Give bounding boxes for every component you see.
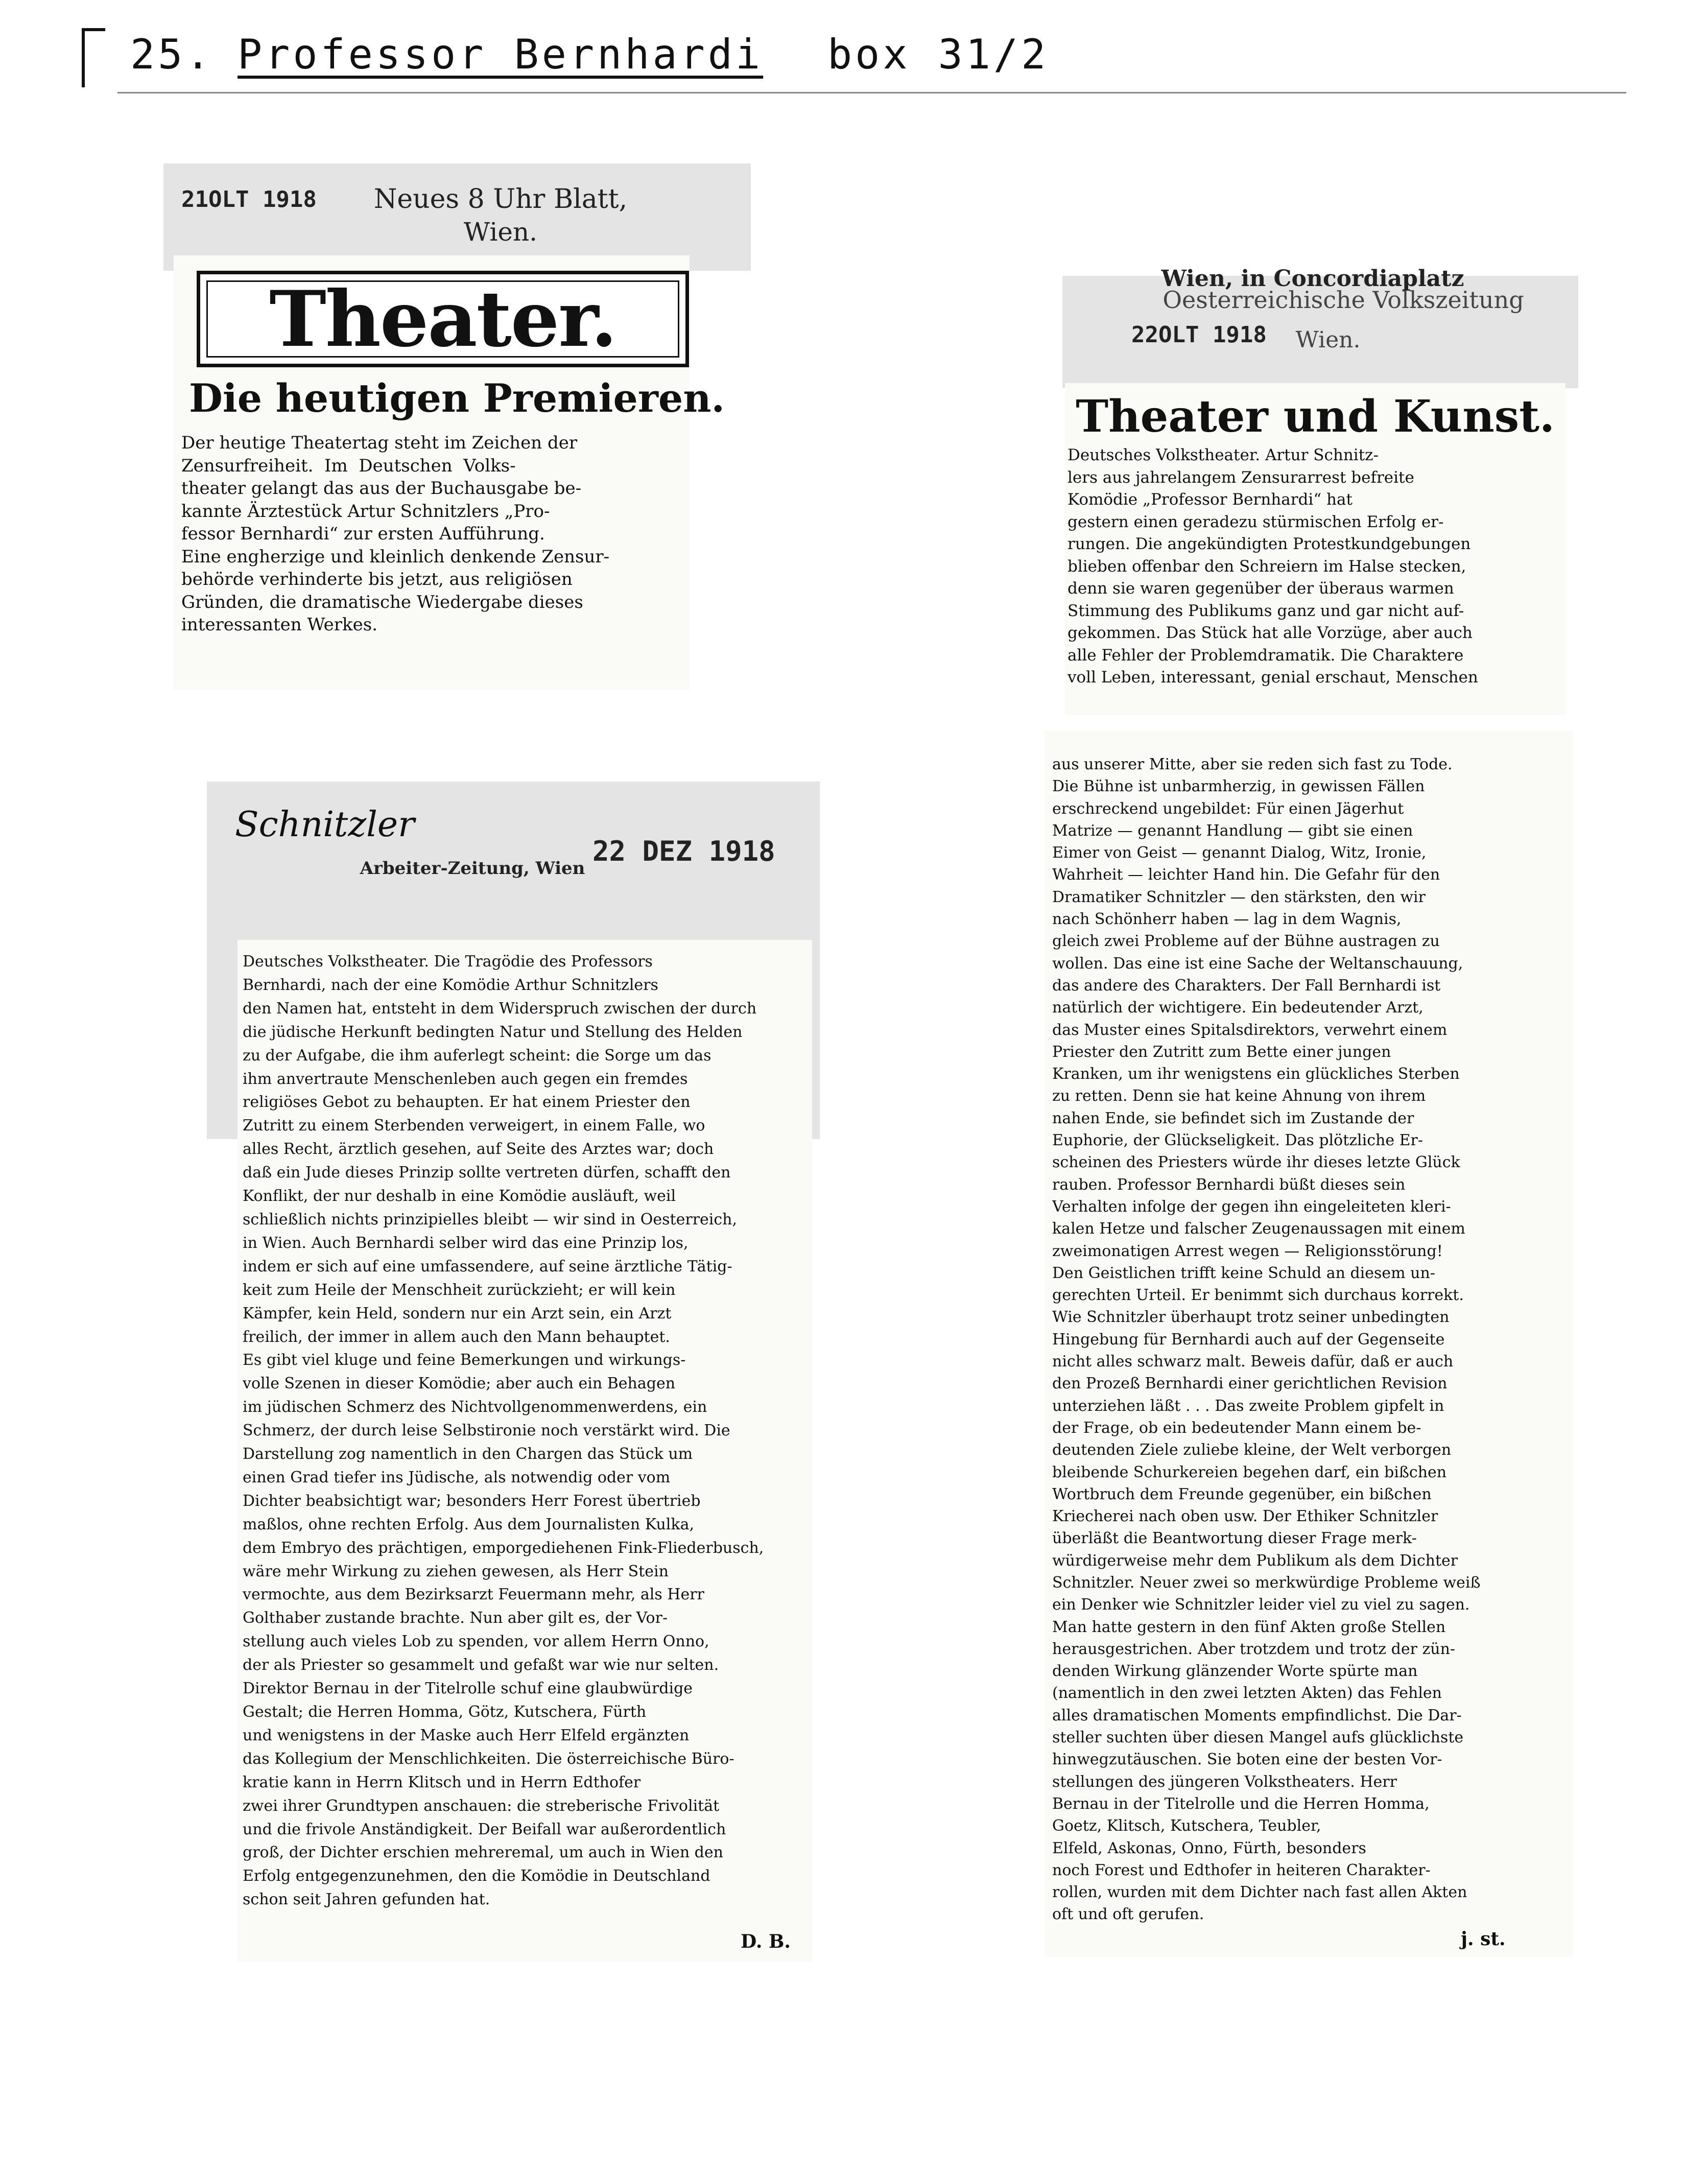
clipping2-headline: Theater und Kunst. xyxy=(1076,391,1555,442)
folder-number: 25. xyxy=(130,31,214,78)
clipping2-signature: j. st. xyxy=(1461,1928,1506,1950)
header-rule xyxy=(117,92,1626,93)
clipping3-body: Deutsches Volkstheater. Die Tragödie des Professors Bernhardi, nach der eine Komödie Arthur Schnitzlers den Namen hat, entsteht in dem Widerspruch zwischen der durch die jüdische Herkunft bedingten Natur und Stellung des Helden zu der Aufgabe, die ihm auferlegt scheint: die Sorge um das ihm anvertraute Menschenleben auch gegen ein fremdes religiöses Gebot zu behaupten. Er hat einem Priester den Zutritt zu einem Sterbenden verweigert, in einem Falle, wo alles Recht, ärztlich gesehen, auf Seite des Arztes war; doch daß ein Jude dieses Prinzip sollte vertreten dürfen, schafft den Konflikt, der nur deshalb in eine Komödie ausläuft, weil schließlich nichts prinzipielles bleibt — wir sind in Oesterreich, in Wien. Auch Bernhardi selber wird das eine Prinzip los, indem er sich auf eine umfassendere, auf seine ärztliche Tätig- keit zum Heile der Menschheit zurückzieht; er will kein Kämpfer, kein Held, sondern nur ein Arzt sein, ein Arzt freilich, der immer in allem auch den Mann behauptet. Es gibt viel kluge und feine Bemerkungen und wirkungs- volle Szenen in dieser Komödie; aber auch ein Behagen im jüdischen Schmerz des Nichtvollgenommenwerdens, ein Schmerz, der durch leise Selbstironie noch verstärkt wird. Die Darstellung zog namentlich in den Chargen das Stück um einen Grad tiefer ins Jüdische, als notwendig oder vom Dichter beabsichtigt war; besonders Herr Forest übertrieb maßlos, ohne rechten Erfolg. Aus dem Journalisten Kulka, dem Embryo des prächtigen, emporgediehenen Fink-Fliederbusch, wäre mehr Wirkung zu ziehen gewesen, als Herr Stein vermochte, aus dem Bezirksarzt Feuermann mehr, als Herr Golthaber zustande brachte. Nun aber gilt es, der Vor- stellung auch vieles Lob zu spenden, vor allem Herrn Onno, der als Priester so gesammelt und gefaßt war wie nur selten. Direktor Bernau in der Titelrolle schuf eine glaubwürdige Gestalt; die Herren Homma, Götz, Kutschera, Fürth und wenigstens in der Maske auch Herr Elfeld ergänzten das Kollegium der Menschlichkeiten. Die österreichische Büro- kratie kann in Herrn Klitsch und in Herrn Edthofer zwei ihrer Grundtypen anschauen: die streberische Frivolität und die frivole Anständigkeit. Der Beifall war außerordentlich groß, der Dichter erschien mehreremal, um auch in Wien den Erfolg entgegenzunehmen, den die Komödie in Deutschland schon seit Jahren gefunden hat. xyxy=(243,953,764,1909)
clipping2-top-text: Wien, in Concordiaplatz xyxy=(1161,266,1464,292)
clipping2-body-bottom: aus unserer Mitte, aber sie reden sich fast zu Tode. Die Bühne ist unbarmherzig, in gewissen Fällen erschreckend ungebildet: Für einen Jägerhut Matrize — genannt Handlung — gibt sie einen Eimer von Geist — genannt Dialog, Witz, Ironie, Wahrheit — leichter Hand hin. Die Gefahr für den Dramatiker Schnitzler — den stärksten, den wir nach Schönherr haben — lag in dem Wagnis, gleich zwei Probleme auf der Bühne austragen zu wollen. Das eine ist eine Sache der Weltanschauung, das andere des Charakters. Der Fall Bernhardi ist natürlich der wichtigere. Ein bedeutender Arzt, das Muster eines Spitalsdirektors, verwehrt einem Priester den Zutritt zum Bette einer jungen Kranken, um ihr wenigstens ein glückliches Sterben zu retten. Denn sie hat keine Ahnung von ihrem nahen Ende, sie befindet sich im Zustande der Euphorie, der Glückseligkeit. Das plötzliche Er- scheinen des Priesters würde ihr dieses letzte Glück rauben. Professor Bernhardi büßt dieses sein Verhalten infolge der gegen ihn eingeleiteten kleri- kalen Hetze und falscher Zeugenaussagen mit einem zweimonatigen Arrest wegen — Religionsstörung! Den Geistlichen trifft keine Schuld an diesem un- gerechten Urteil. Er benimmt sich durchaus korrekt. Wie Schnitzler überhaupt trotz seiner unbedingten Hingebung für Bernhardi auch auf der Gegenseite nicht alles schwarz malt. Beweis dafür, daß er auch den Prozeß Bernhardi einer gerichtlichen Revision unterziehen läßt . . . Das zweite Problem gipfelt in der Frage, ob ein bedeutender Mann einem be- deutenden Ziele zuliebe kleine, der Welt verborgen bleibende Schurkereien begehen darf, ein bißchen Wortbruch dem Freunde gegenüber, ein bißchen Kriecherei nach oben usw. Der Ethiker Schnitzler überläßt die Beantwortung dieser Frage merk- würdigerweise mehr dem Publikum als dem Dichter Schnitzler. Neuer zwei so merkwürdige Probleme weiß ein Denker wie Schnitzler leider viel zu viel zu sagen. Man hatte gestern in den fünf Akten große Stellen herausgestrichen. Aber trotzdem und trotz der zün- denden Wirkung glänzender Worte spürte man (namentlich in den zwei letzten Akten) das Fehlen alles dramatischen Moments empfindlichst. Die Dar- steller suchten über diesen Mangel aufs glücklichste hinwegzutäuschen. Sie boten eine der besten Vor- stellungen des jüngeren Volkstheaters. Herr Bernau in der Titelrolle und die Herren Homma, Goetz, Klitsch, Kutschera, Teubler, Elfeld, Askonas, Onno, Fürth, besonders noch Forest und Edthofer in heiteren Charakter- rollen, wurden mit dem Dichter nach fast allen Akten oft und oft gerufen. xyxy=(1052,755,1481,1924)
clipping1-headline: Die heutigen Premieren. xyxy=(189,375,725,421)
clipping2-city: Wien. xyxy=(1295,327,1361,353)
clipping1-body: Der heutige Theatertag steht im Zeichen der Zensurfreiheit. Im Deutschen Volks- theater gelangt das aus der Buchausgabe be- kannte Ärztestück Artur Schnitzlers „Pro- fessor Bernhardi“ zur ersten Aufführung. Eine engherzige und kleinlich denkende Zensur- behörde verhinderte bis jetzt, aus religiösen Gründen, die dramatische Wiedergabe dieses interessanten Werkes. xyxy=(181,433,610,635)
clipping1-date-stamp: 21OLT 1918 xyxy=(181,186,317,212)
clipping1-banner-title: Theater. xyxy=(269,274,616,364)
clipping2-date-stamp: 22OLT 1918 xyxy=(1131,322,1267,348)
clipping1-source: Neues 8 Uhr Blatt, xyxy=(373,184,628,215)
box-label: box 31/2 xyxy=(827,31,1049,78)
clipping1-banner-frame xyxy=(206,274,679,364)
clipping3-signature: D. B. xyxy=(741,1931,791,1952)
clipping2-source: Oesterreichische Volkszeitung xyxy=(1163,286,1524,314)
clipping3-source: Arbeiter-Zeitung, Wien xyxy=(360,858,585,879)
clipping3-date-stamp: 22 DEZ 1918 xyxy=(592,835,775,867)
clipping2-body-top: Deutsches Volkstheater. Artur Schnitz- lers aus jahrelangem Zensurarrest befreite Komödie „Professor Bernhardi“ hat gestern einen geradezu stürmischen Erfolg er- rungen. Die angekündigten Protestkundgebungen blieben offenbar den Schreiern im Halse stecken, denn sie waren gegenüber der überaus warmen Stimmung des Publikums ganz und gar nicht auf- gekommen. Das Stück hat alle Vorzüge, aber auch alle Fehler der Problemdramatik. Die Charaktere voll Leben, interessant, genial erschaut, Menschen xyxy=(1068,446,1478,687)
folder-title: Professor Bernhardi xyxy=(238,31,764,78)
clipping1-banner xyxy=(197,271,689,367)
clipping3-handwritten-note: Schnitzler xyxy=(235,805,415,845)
corner-bracket xyxy=(82,28,105,87)
clipping1-city: Wien. xyxy=(463,217,538,247)
